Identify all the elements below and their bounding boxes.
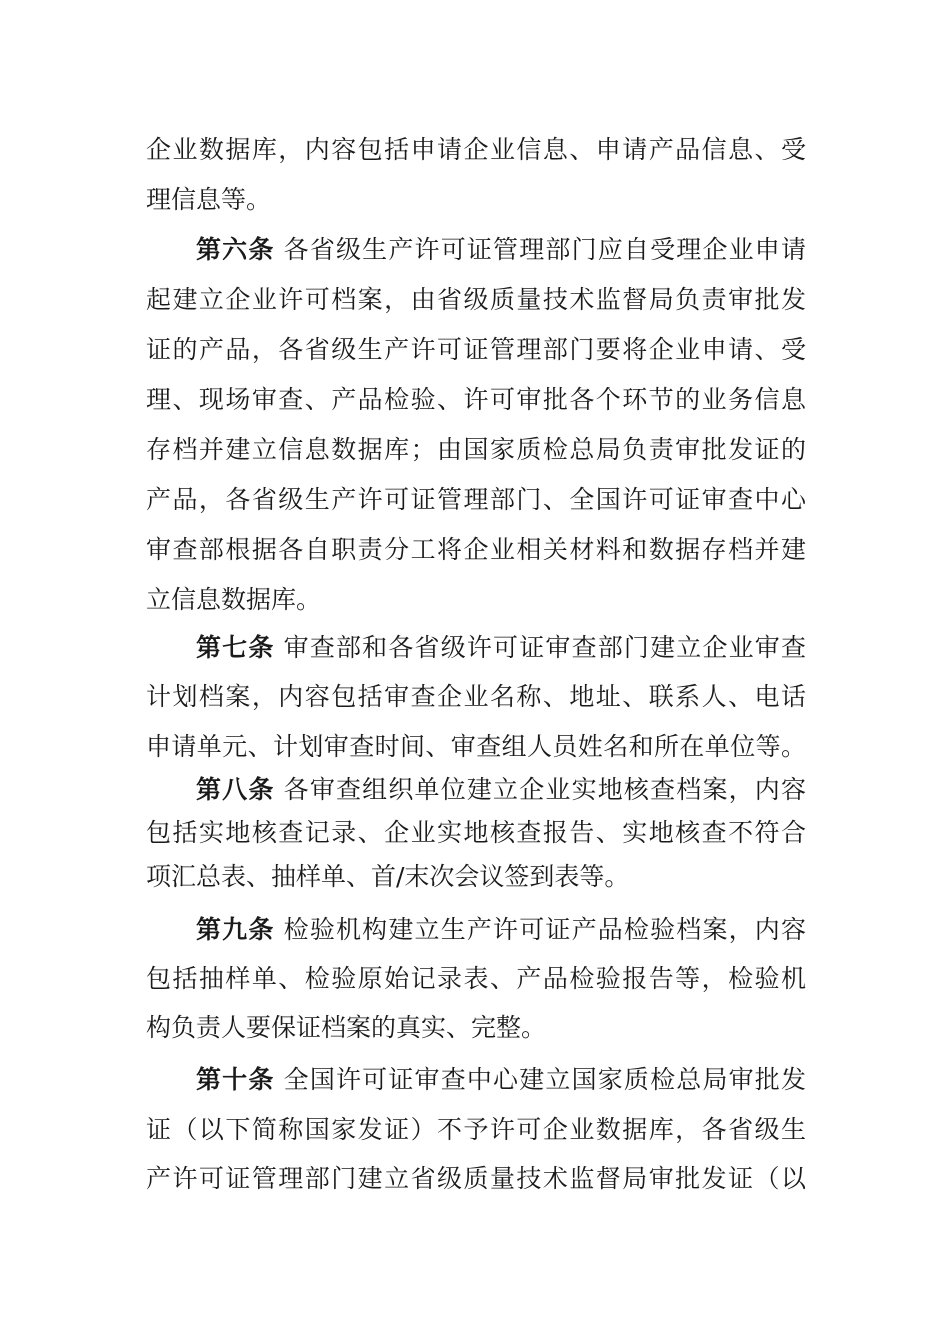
text-line: 包括抽样单、检验原始记录表、产品检验报告等，检验机 [146,964,806,993]
article-text: 审查部和各省级许可证审查部门建立企业审查 [283,633,806,662]
text-line: 起建立企业许可档案，由省级质量技术监督局负责审批发 [146,285,806,314]
text-line: 理、现场审查、产品检验、许可审批各个环节的业务信息 [146,385,806,414]
article-text: 检验机构建立生产许可证产品检验档案，内容 [283,915,806,944]
text-line: 存档并建立信息数据库；由国家质检总局负责审批发证的 [146,435,806,464]
article-heading: 第九条 [196,915,275,944]
article-first-line [196,230,806,270]
text-line: 包括实地核查记录、企业实地核查报告、实地核查不符合 [146,818,806,847]
text-line: 项汇总表、抽样单、首/末次会议签到表等。 [146,862,630,891]
article-first-line [196,770,806,810]
text-line: 审查部根据各自职责分工将企业相关材料和数据存档并建 [146,535,806,564]
text-line: 立信息数据库。 [146,585,322,614]
article-text: 各省级生产许可证管理部门应自受理企业申请 [283,235,806,264]
text-line: 证（以下简称国家发证）不予许可企业数据库，各省级生 [146,1115,806,1144]
article-heading: 第七条 [196,633,275,662]
article-first-line [196,1060,806,1100]
article-heading: 第八条 [196,775,275,804]
text-line: 计划档案，内容包括审查企业名称、地址、联系人、电话 [146,682,806,711]
text-line: 理信息等。 [146,185,272,214]
text-line: 证的产品，各省级生产许可证管理部门要将企业申请、受 [146,335,806,364]
document-page [146,0,806,1344]
article-first-line [196,910,806,950]
article-text: 全国许可证审查中心建立国家质检总局审批发 [283,1065,806,1094]
article-text: 各审查组织单位建立企业实地核查档案，内容 [283,775,806,804]
text-line: 产许可证管理部门建立省级质量技术监督局审批发证（以 [146,1164,806,1193]
article-heading: 第六条 [196,235,275,264]
text-line: 产品，各省级生产许可证管理部门、全国许可证审查中心 [146,485,806,514]
article-heading: 第十条 [196,1065,275,1094]
article-first-line [196,628,806,668]
text-line: 企业数据库，内容包括申请企业信息、申请产品信息、受 [146,135,806,164]
text-line: 申请单元、计划审查时间、审查组人员姓名和所在单位等。 [146,732,806,761]
text-line: 构负责人要保证档案的真实、完整。 [146,1013,547,1042]
